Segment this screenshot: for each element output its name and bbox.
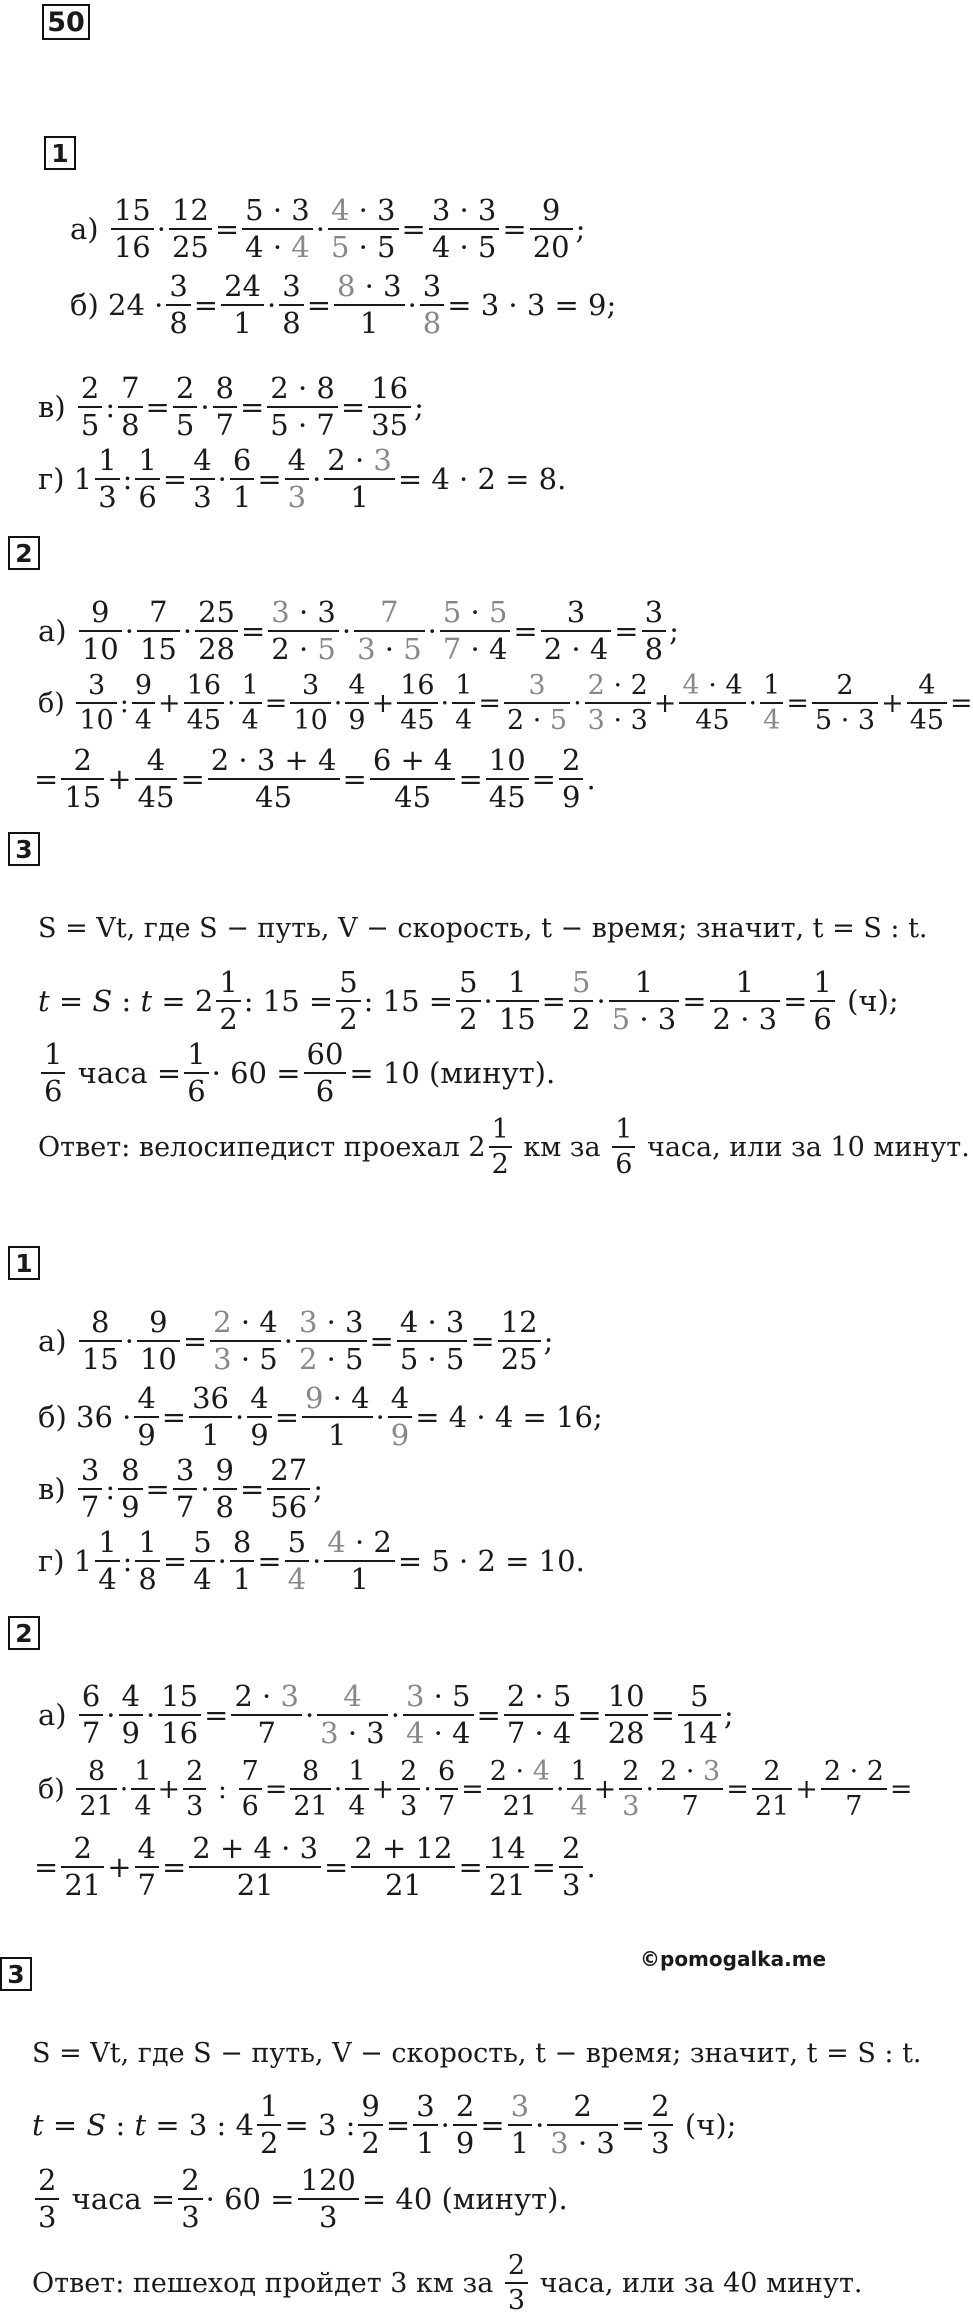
task-1g-line: г) 1 1 3 : 1 6 = 4 3 · 6 1 = 4 3 · 2 · 3 1 = 4 · 2 = 8.: [38, 443, 567, 514]
task-1b-line-second: б) 36 · 4 9 = 36 1 · 4 9 = 9 · 4 1 · 4 9 = 4 · 4 = 16;: [38, 1381, 603, 1452]
task-3-label-second: 3: [0, 1957, 32, 1991]
exercise-number-box: [42, 4, 90, 40]
task-2b-continuation-second: = 2 21 + 4 7 = 2 + 4 · 3 21 = 2 + 12 21 = 14 21 = 2 3 .: [34, 1831, 596, 1902]
task-2b-line: б) 3 10 : 9 4 + 16 45 · 1 4 = 3 10 · 4 9 + 16 45 · 1 4 = 3 2 · 5 · 2 · 2 3 · 3 + 4 · 4 45 · 1 4 = 2 5 · 3 + 4 45 =: [38, 670, 973, 736]
task-3-formula-line: S = Vt, где S − путь, V − скорость, t − время; значит, t = S : t.: [38, 913, 928, 944]
task-1g-line-second: г) 1 1 4 : 1 8 = 5 4 · 8 1 = 5 4 · 4 · 2 1 = 5 · 2 = 10.: [38, 1525, 585, 1596]
task-3-time-line-second: t = S : t = 3 : 4 1 2 = 3 : 9 2 = 3 1 · 2 9 = 3 1 · 2 3 · 3 = 2 3 (ч);: [32, 2089, 737, 2160]
task-3-minutes-line-second: 2 3 часа = 2 3 · 60 = 120 3 = 40 (минут).: [32, 2166, 568, 2232]
task-2-label: 2: [8, 536, 40, 570]
task-1a-line-second: а) 8 15 · 9 10 = 2 · 4 3 · 5 · 3 · 3 2 · 5 = 4 · 3 5 · 5 = 12 25 ;: [38, 1305, 554, 1376]
task-3-minutes-line: 1 6 часа = 1 6 · 60 = 60 6 = 10 (минут).: [38, 1040, 555, 1106]
task-3-label: 3: [8, 832, 40, 866]
task-2b-continuation: = 2 15 + 4 45 = 2 · 3 + 4 45 = 6 + 4 45 = 10 45 = 2 9 .: [34, 743, 596, 814]
task-1b-line: б) 24 · 3 8 = 24 1 · 3 8 = 8 · 3 1 · 3 8 = 3 · 3 = 9;: [70, 269, 617, 340]
task-3-time-line: t = S : t = 2 1 2 : 15 = 5 2 : 15 = 5 2 · 1 15 = 5 2 · 1 5 · 3 = 1 2 · 3 = 1 6 (ч);: [38, 965, 899, 1036]
task-1v-line: в) 2 5 : 7 8 = 2 5 · 8 7 = 2 · 8 5 · 7 = 16 35 ;: [38, 371, 424, 442]
task-1-label: 1: [44, 136, 76, 170]
task-2a-line-second: а) 6 7 · 4 9 · 15 16 = 2 · 3 7 · 4 3 · 3 · 3 · 5 4 · 4 = 2 · 5 7 · 4 = 10 28 = 5 14 ;: [38, 1679, 734, 1750]
task-3-formula-line-second: S = Vt, где S − путь, V − скорость, t − время; значит, t = S : t.: [32, 2038, 922, 2069]
task-2-label-second: 2: [8, 1616, 40, 1650]
task-3-answer-line-second: Ответ: пешеход пройдет 3 км за 2 3 часа, или за 40 минут.: [32, 2250, 863, 2316]
exercise-number: 50: [47, 6, 85, 38]
task-1-label-second: 1: [8, 1246, 40, 1280]
task-1v-line-second: в) 3 7 : 8 9 = 3 7 · 9 8 = 27 56 ;: [38, 1453, 323, 1524]
watermark: ©pomogalka.me: [640, 1947, 827, 1971]
task-1a-line: а) 15 16 · 12 25 = 5 · 3 4 · 4 · 4 · 3 5 · 5 = 3 · 3 4 · 5 = 9 20 ;: [70, 193, 586, 264]
task-2a-line: а) 9 10 · 7 15 · 25 28 = 3 · 3 2 · 5 · 7 3 · 5 · 5 · 5 7 · 4 = 3 2 · 4 = 3 8 ;: [38, 595, 679, 666]
task-3-answer-line: Ответ: велосипедист проехал 2 1 2 км за 1 6 часа, или за 10 минут.: [38, 1114, 970, 1180]
task-2b-line-second: б) 8 21 · 1 4 + 2 3 : 7 6 = 8 21 · 1 4 + 2 3 · 6 7 = 2 · 4 21 · 1 4 + 2 3 · 2 · 3 7 = 2 21 + 2 · 2 7 =: [38, 1756, 913, 1822]
